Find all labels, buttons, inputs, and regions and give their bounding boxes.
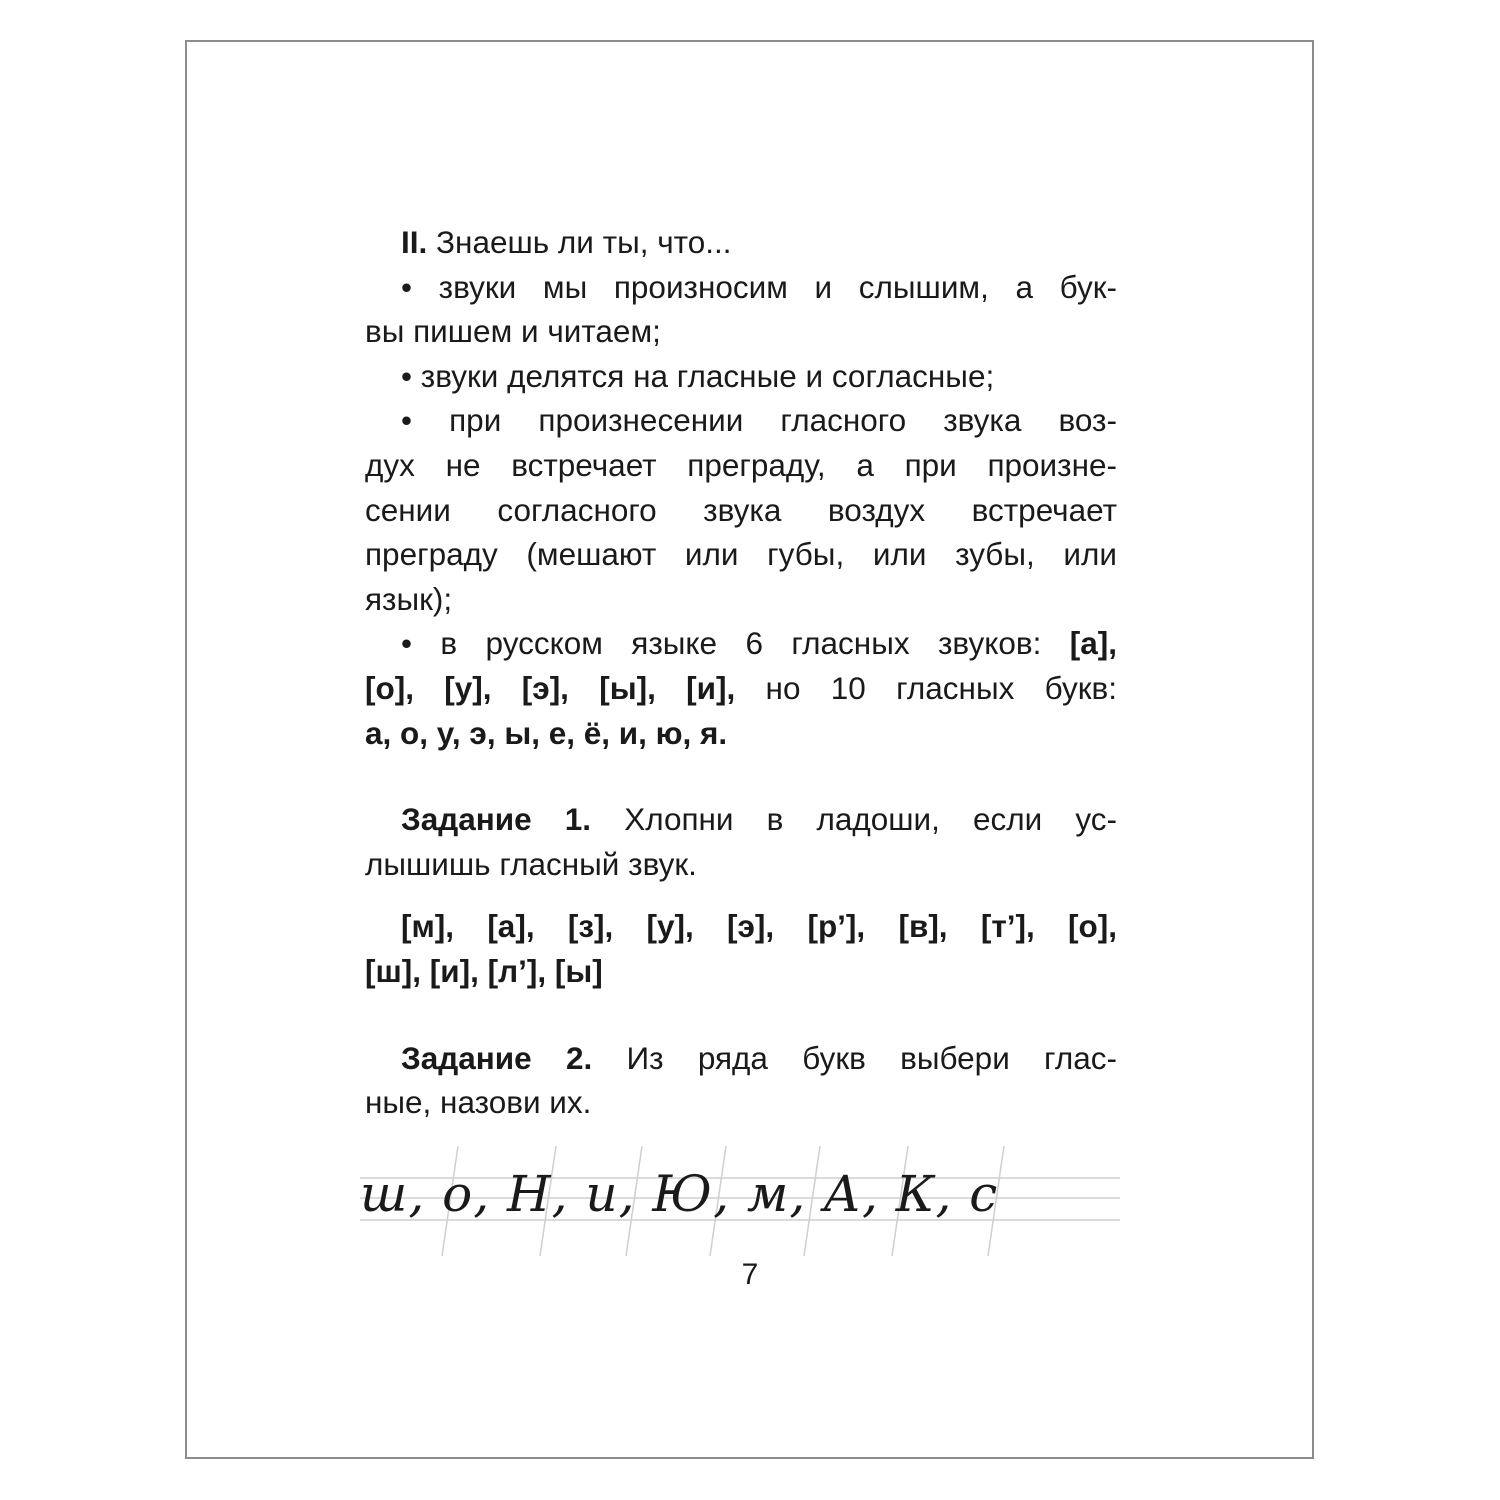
task-1-line-1 — [365, 797, 1117, 842]
page-content — [365, 220, 1117, 1125]
task-2-label: Задание 2. — [401, 1039, 593, 1076]
bullet-3-line-4: преграду (мешают или губы, или зубы, или — [365, 536, 1117, 573]
bullet-2-line-1: • звуки делятся на гласные и согласные; — [401, 357, 995, 394]
cursive-letters: ш, о, Н, и, Ю, м, А, К, с — [360, 1165, 999, 1223]
bullet-4-text-2: но 10 гласных букв: — [735, 669, 1117, 706]
task-1-text-1: Хлопни в ладоши, если ус- — [591, 801, 1118, 838]
task-1-line-2: лышишь гласный звук. — [365, 845, 697, 882]
page-number: 7 — [741, 1258, 759, 1291]
bullet-3-line-5: язык); — [365, 580, 453, 617]
bullet-1-line-1: • звуки мы произносим и слышим, а бук- — [401, 268, 1117, 305]
bullet-3-line-1: • при произнесении гласного звука воз- — [401, 402, 1117, 439]
task-1-label: Задание 1. — [401, 801, 592, 838]
task-2-line-1 — [365, 1036, 1117, 1081]
bullet-1-line-2: вы пишем и читаем; — [365, 313, 661, 350]
vowel-sounds-2: [о], [у], [э], [ы], [и], — [365, 669, 736, 706]
bullet-4-line-2 — [365, 666, 1117, 711]
task-1-sounds-line-2 — [365, 949, 1117, 994]
bullet-3-line-3: сении согласного звука воздух встречает — [365, 491, 1117, 528]
bullet-4-line-3 — [365, 711, 1117, 756]
task-1-sounds-1: [м], [а], [з], [у], [э], [р’], [в], [т’], [о], — [401, 908, 1117, 945]
section-heading — [365, 220, 1117, 265]
section-number: II. — [401, 224, 428, 260]
bullet-3-line-2: дух не встречает преграду, а при произне- — [365, 446, 1117, 483]
task-1-sounds-2: [ш], [и], [л’], [ы] — [365, 952, 603, 989]
task-2-text-1: Из ряда букв выбери глас- — [592, 1039, 1117, 1076]
vowel-sounds-1: [а], — [1069, 625, 1117, 662]
task-2-line-2: ные, назови их. — [365, 1084, 592, 1121]
section-heading-text: Знаешь ли ты, что... — [427, 224, 732, 260]
bullet-4-line-1 — [365, 621, 1117, 666]
bullet-4-text-1: • в русском языке 6 гласных звуков: — [401, 625, 1070, 662]
vowel-letters: а, о, у, э, ы, е, ё, и, ю, я. — [365, 714, 728, 751]
cursive-letter-row — [360, 1146, 1120, 1256]
task-1-sounds-line-1 — [365, 904, 1117, 949]
